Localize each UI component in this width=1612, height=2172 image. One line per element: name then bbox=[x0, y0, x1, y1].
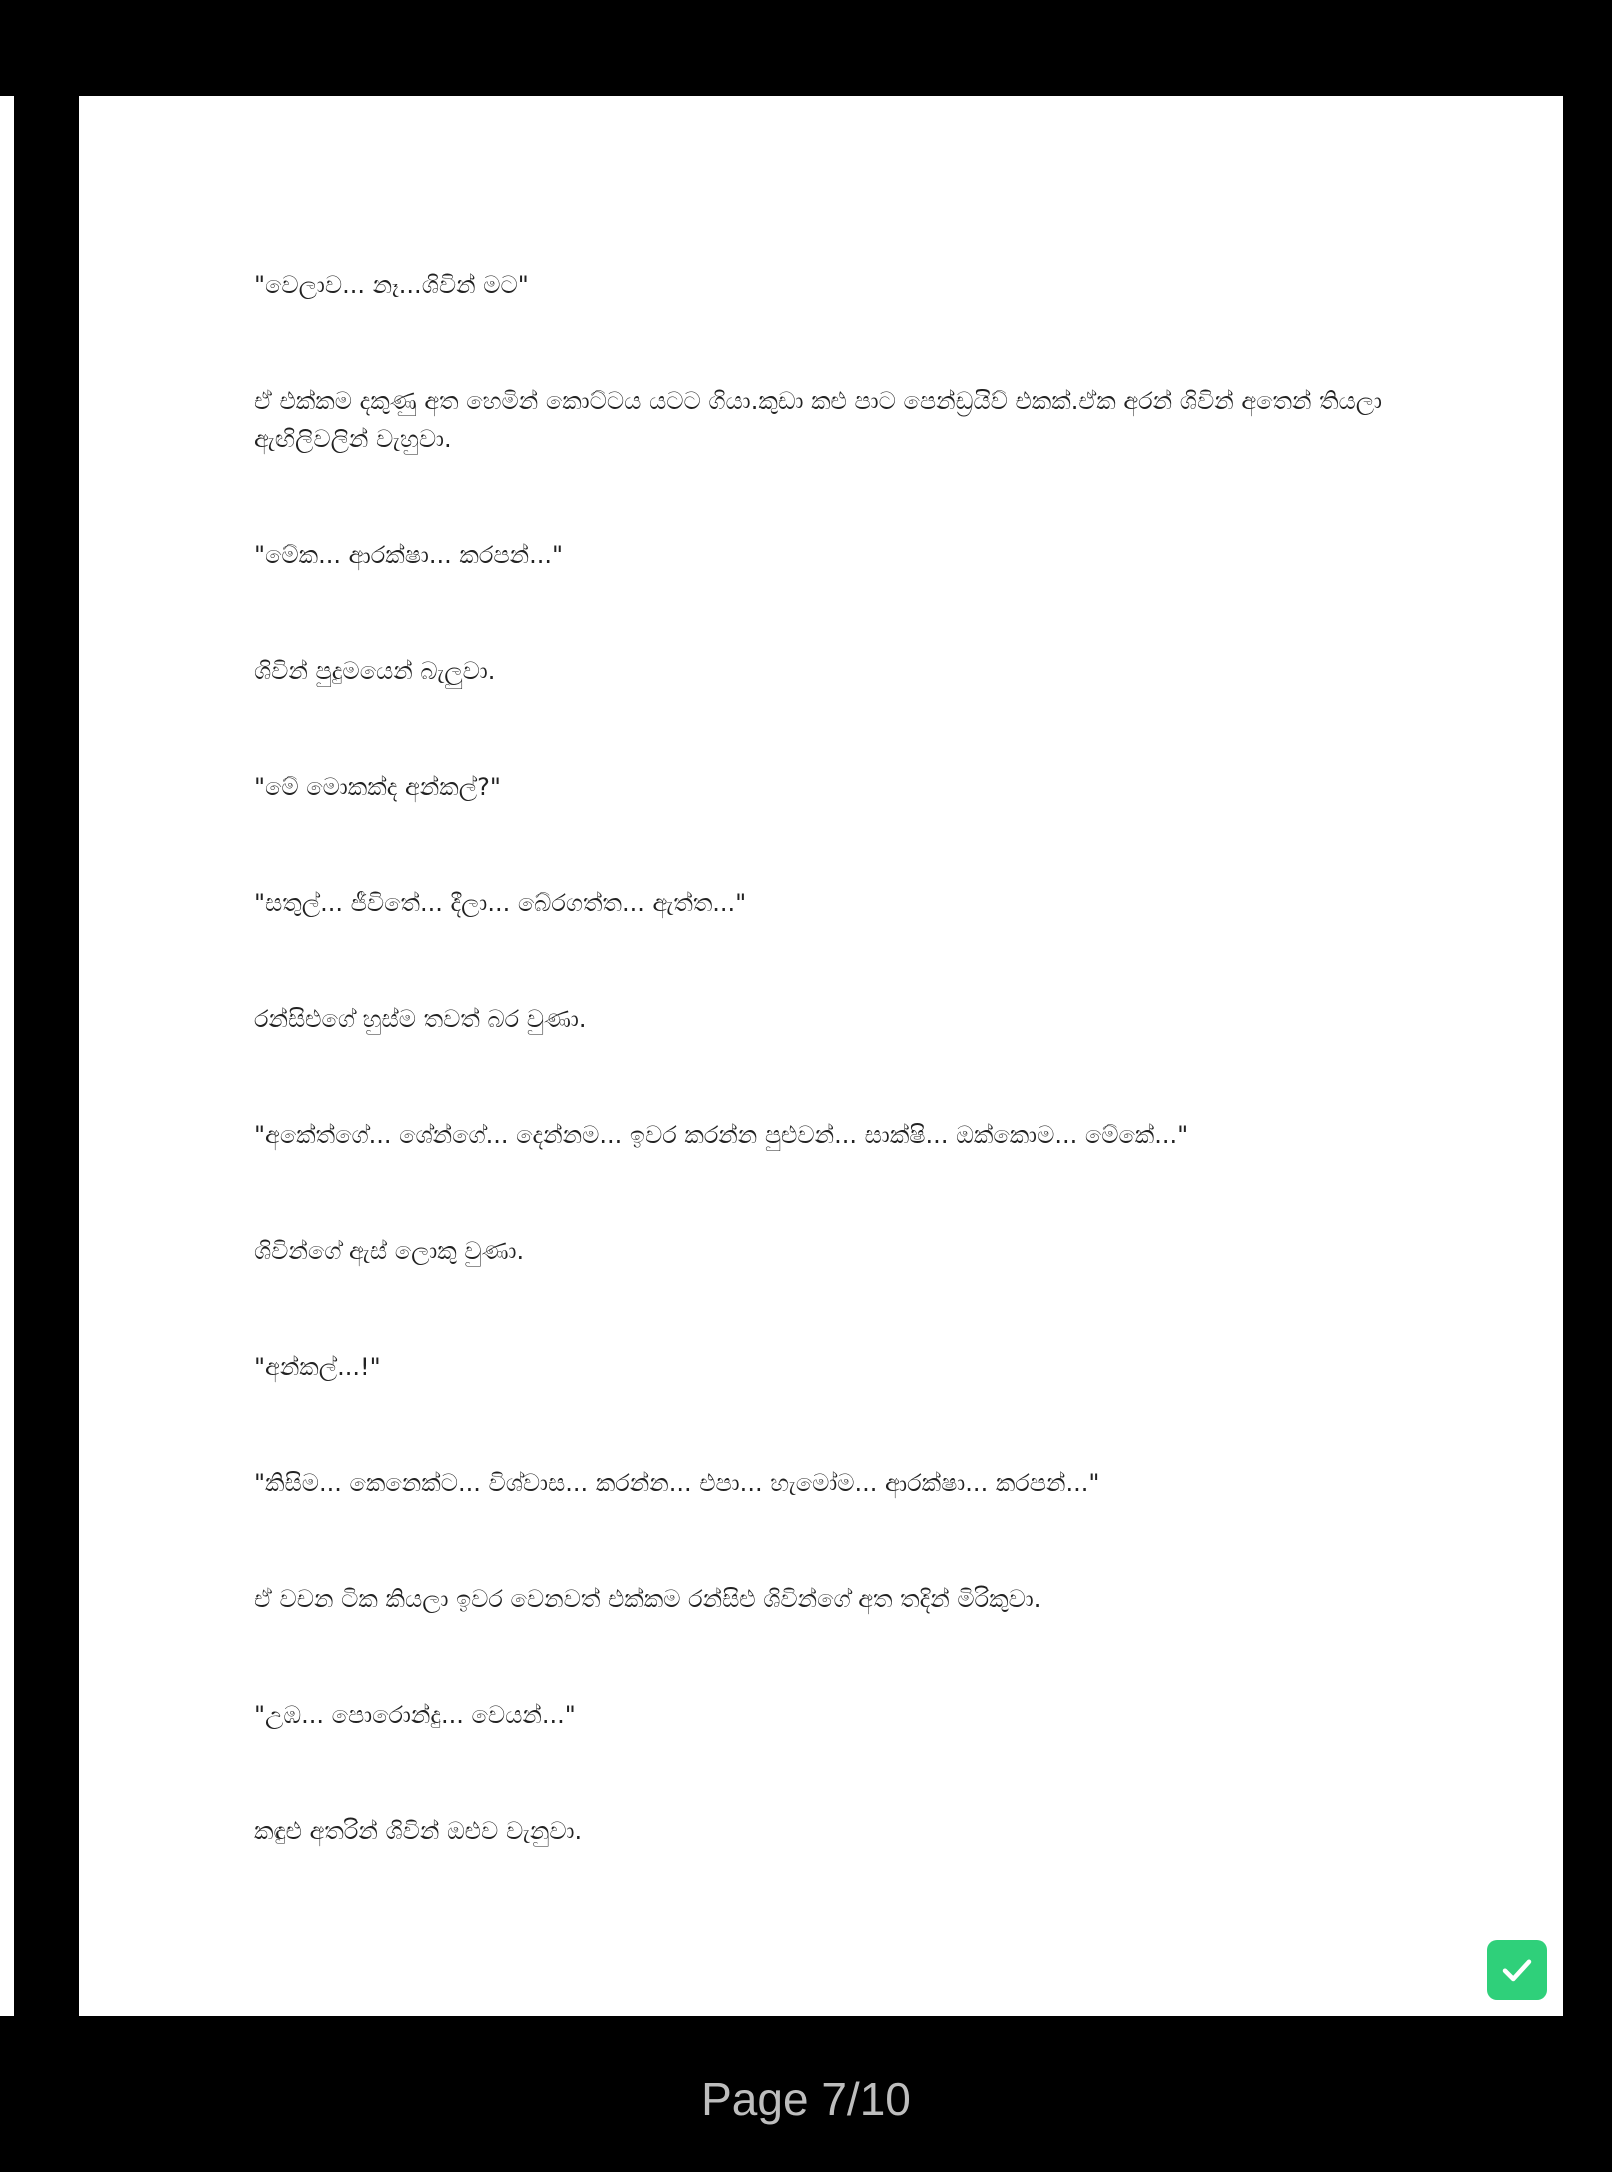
paragraph: "මේක... ආරක්ෂා... කරපන්..." bbox=[254, 541, 564, 569]
paragraph: ඒ වචන ටික කියලා ඉවර වෙනවත් එක්කම රන්සිළු ශිවින්ගේ අත තදින් මිරිකුවා. bbox=[254, 1585, 1042, 1613]
paragraph: රන්සිළුගේ හුස්ම තවත් බර වුණා. bbox=[254, 1005, 587, 1033]
paragraph: "අකේත්ගේ... ශේන්ගේ... දෙන්නම... ඉවර කරන්න පුළුවන්... සාක්ෂි... ඔක්කොම... මේකේ..." bbox=[254, 1121, 1189, 1149]
paragraph: කඳුළු අතරින් ශිවින් ඔළුව වැනුවා. bbox=[254, 1817, 583, 1845]
paragraph: "සතුල්... ජීවිතේ... දීලා... බේරගත්ත... ඇත්ත..." bbox=[254, 889, 747, 917]
page-indicator: Page 7/10 bbox=[701, 2073, 911, 2125]
document-page bbox=[79, 96, 1563, 2016]
paragraph: "අන්කල්...!" bbox=[254, 1353, 381, 1381]
previous-page-edge[interactable] bbox=[0, 96, 14, 2016]
page-content bbox=[254, 266, 1434, 1928]
paragraph: ශිවින්ගේ ඇස් ලොකු වුණා. bbox=[254, 1237, 525, 1265]
paragraph: "වෙලාව... නෑ...ශිවින් මට" bbox=[254, 271, 529, 299]
paragraph: ශිවින් පුදුමයෙන් බැලුවා. bbox=[254, 657, 496, 685]
paragraph: ඒ එක්කම දකුණු අත හෙමින් කොට්ටය යටට ගියා.කුඩා කළු පාට පෙන්ඩ්‍රයිව් එකක්.ඒක අරන් ශිවින් අතෙන් තියලා ඇඟිලිවලින් වැහුවා. bbox=[254, 387, 1390, 453]
paragraph: "උඹ... පොරොන්දු... වෙයන්..." bbox=[254, 1701, 576, 1729]
checkmark-icon bbox=[1499, 1952, 1535, 1988]
confirm-button[interactable] bbox=[1487, 1940, 1547, 2000]
paragraph: "කිසිම... කෙනෙක්ට... විශ්වාස... කරන්න... එපා... හැමෝම... ආරක්ෂා... කරපන්..." bbox=[254, 1469, 1100, 1497]
paragraph: "මේ මොකක්ද අන්කල්?" bbox=[254, 773, 501, 801]
